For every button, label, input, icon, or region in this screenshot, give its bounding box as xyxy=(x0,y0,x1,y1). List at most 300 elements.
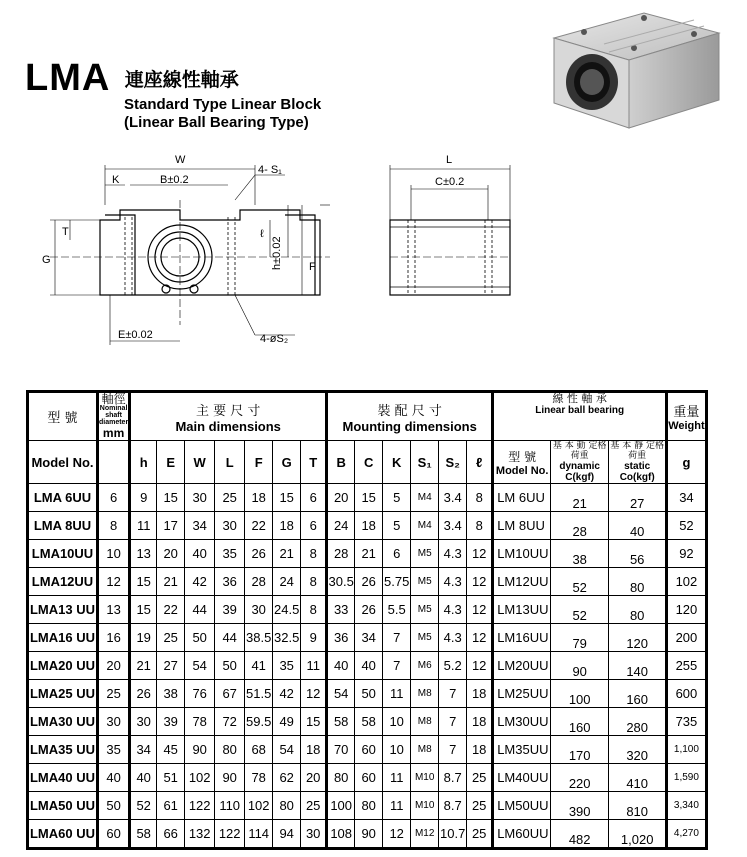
table-row xyxy=(28,820,707,849)
header-model xyxy=(28,392,98,441)
model-cell: LMA40 UU xyxy=(28,764,98,792)
table-cell: 80 xyxy=(215,736,245,764)
table-cell: 30 xyxy=(185,484,215,512)
label-b: B±0.2 xyxy=(160,174,189,186)
table-cell: 140 xyxy=(609,652,667,680)
model-cell: LMA10UU xyxy=(28,540,98,568)
col-dynamic-en: dynamic C(kgf) xyxy=(559,461,600,483)
table-cell: 3.4 xyxy=(439,512,467,540)
table-cell: 52 xyxy=(667,512,706,540)
table-cell: 78 xyxy=(245,764,273,792)
table-cell: 80 xyxy=(609,596,667,624)
table-cell: 35 xyxy=(273,652,301,680)
table-cell: 26 xyxy=(355,568,383,596)
col-static-en: static Co(kgf) xyxy=(619,461,655,483)
col-b: B xyxy=(327,441,355,484)
table-cell: 280 xyxy=(609,708,667,736)
table-cell: 50 xyxy=(185,624,215,652)
table-cell: 12 xyxy=(383,820,411,849)
table-cell: 410 xyxy=(609,764,667,792)
table-cell: 4.3 xyxy=(439,596,467,624)
table-cell: 94 xyxy=(273,820,301,849)
col-s2: S₂ xyxy=(439,441,467,484)
table-cell: 61 xyxy=(157,792,185,820)
col-static xyxy=(609,441,667,484)
table-cell: 220 xyxy=(551,764,609,792)
table-cell: 16 xyxy=(98,624,130,652)
table-cell: 18 xyxy=(467,680,493,708)
table-cell: 40 xyxy=(185,540,215,568)
table-cell: 21 xyxy=(355,540,383,568)
table-cell: M5 xyxy=(411,568,439,596)
table-cell: 38 xyxy=(551,540,609,568)
side-view-labels xyxy=(435,154,464,188)
table-cell: M8 xyxy=(411,680,439,708)
col-dynamic xyxy=(551,441,609,484)
table-cell: 100 xyxy=(551,680,609,708)
model-cell: LMA60 UU xyxy=(28,820,98,849)
table-header-row-1 xyxy=(28,392,707,441)
table-cell: 11 xyxy=(383,680,411,708)
table-cell: 58 xyxy=(130,820,157,849)
table-cell: 44 xyxy=(215,624,245,652)
table-cell: 18 xyxy=(467,708,493,736)
table-cell: 15 xyxy=(157,484,185,512)
bearing-model-cell: LM30UU xyxy=(493,708,551,736)
table-cell: 30 xyxy=(245,596,273,624)
table-cell: 6 xyxy=(98,484,130,512)
table-cell: 1,590 xyxy=(667,764,706,792)
table-cell: 18 xyxy=(245,484,273,512)
table-cell: 13 xyxy=(130,540,157,568)
table-cell: 8 xyxy=(467,512,493,540)
table-cell: 12 xyxy=(467,568,493,596)
table-cell: 160 xyxy=(551,708,609,736)
table-cell: 72 xyxy=(215,708,245,736)
table-cell: 7 xyxy=(439,736,467,764)
table-cell: 60 xyxy=(355,736,383,764)
model-cell: LMA 6UU xyxy=(28,484,98,512)
table-cell: 24 xyxy=(273,568,301,596)
table-cell: 90 xyxy=(551,652,609,680)
table-cell: 76 xyxy=(185,680,215,708)
table-cell: 18 xyxy=(273,512,301,540)
table-cell: 90 xyxy=(355,820,383,849)
table-cell: 18 xyxy=(355,512,383,540)
table-cell: 80 xyxy=(327,764,355,792)
table-cell: 80 xyxy=(273,792,301,820)
table-cell: 40 xyxy=(355,652,383,680)
table-cell: M5 xyxy=(411,624,439,652)
table-cell: 12 xyxy=(467,624,493,652)
label-s1: 4- S₁ xyxy=(258,164,282,176)
table-cell: 11 xyxy=(130,512,157,540)
table-cell: 26 xyxy=(245,540,273,568)
table-cell: 18 xyxy=(467,736,493,764)
table-cell: M5 xyxy=(411,596,439,624)
subtitle-line-2: (Linear Ball Bearing Type) xyxy=(124,114,309,131)
table-cell: 25 xyxy=(215,484,245,512)
table-cell: 20 xyxy=(98,652,130,680)
table-cell: 12 xyxy=(467,652,493,680)
table-cell: 22 xyxy=(245,512,273,540)
col-l: L xyxy=(215,441,245,484)
table-cell: 12 xyxy=(98,568,130,596)
col-f: F xyxy=(245,441,273,484)
model-cell: LMA30 UU xyxy=(28,708,98,736)
table-cell: 92 xyxy=(667,540,706,568)
table-cell: 255 xyxy=(667,652,706,680)
header-model-en: Model No. xyxy=(28,441,98,484)
table-cell: 10 xyxy=(383,708,411,736)
label-c: C±0.2 xyxy=(435,176,465,188)
table-cell: 10 xyxy=(383,736,411,764)
table-cell: 21 xyxy=(157,568,185,596)
table-cell: 41 xyxy=(245,652,273,680)
bearing-model-cell: LM60UU xyxy=(493,820,551,849)
table-row xyxy=(28,792,707,820)
table-cell: 79 xyxy=(551,624,609,652)
table-cell: 60 xyxy=(355,764,383,792)
front-view xyxy=(50,165,330,345)
table-cell: 68 xyxy=(245,736,273,764)
table-cell: 25 xyxy=(467,764,493,792)
table-header-row-3 xyxy=(28,441,707,484)
label-g: G xyxy=(42,254,51,266)
table-cell: 7 xyxy=(383,624,411,652)
table-cell: 100 xyxy=(327,792,355,820)
table-cell: 160 xyxy=(609,680,667,708)
dimension-drawing xyxy=(30,145,530,360)
table-row xyxy=(28,652,707,680)
table-cell: 80 xyxy=(609,568,667,596)
table-cell: 27 xyxy=(157,652,185,680)
table-cell: 3,340 xyxy=(667,792,706,820)
table-cell: 102 xyxy=(245,792,273,820)
table-row xyxy=(28,568,707,596)
label-e: E±0.02 xyxy=(118,329,153,341)
table-cell: 20 xyxy=(327,484,355,512)
model-title: LMA xyxy=(25,57,111,99)
table-cell: 170 xyxy=(551,736,609,764)
table-cell: 5.2 xyxy=(439,652,467,680)
col-bearing-model xyxy=(493,441,551,484)
table-cell: 40 xyxy=(609,512,667,540)
header-mount-zh: 裝 配 尺 寸 xyxy=(377,403,442,419)
col-k: K xyxy=(383,441,411,484)
table-cell: 482 xyxy=(551,820,609,849)
header-bearing xyxy=(493,392,667,441)
bearing-model-cell: LM10UU xyxy=(493,540,551,568)
table-cell: M4 xyxy=(411,484,439,512)
table-cell: M5 xyxy=(411,540,439,568)
table-cell: 8 xyxy=(98,512,130,540)
model-cell: LMA 8UU xyxy=(28,512,98,540)
table-cell: 25 xyxy=(157,624,185,652)
table-cell: 8 xyxy=(301,540,327,568)
table-cell: 25 xyxy=(467,792,493,820)
col-e: E xyxy=(157,441,185,484)
table-cell: 132 xyxy=(185,820,215,849)
table-cell: 15 xyxy=(301,708,327,736)
table-cell: 12 xyxy=(467,540,493,568)
table-cell: 735 xyxy=(667,708,706,736)
table-cell: 34 xyxy=(185,512,215,540)
table-cell: 15 xyxy=(130,596,157,624)
table-cell: 26 xyxy=(130,680,157,708)
table-cell: 58 xyxy=(327,708,355,736)
table-cell: 34 xyxy=(355,624,383,652)
table-cell: 102 xyxy=(185,764,215,792)
header-main xyxy=(130,392,327,441)
table-cell: 30 xyxy=(98,708,130,736)
table-cell: 25 xyxy=(98,680,130,708)
table-cell: 80 xyxy=(355,792,383,820)
bearing-model-cell: LM20UU xyxy=(493,652,551,680)
table-cell: 8 xyxy=(301,568,327,596)
table-cell: 34 xyxy=(667,484,706,512)
table-cell: 50 xyxy=(98,792,130,820)
col-t: T xyxy=(301,441,327,484)
header-mount xyxy=(327,392,493,441)
table-cell: 17 xyxy=(157,512,185,540)
table-cell: 200 xyxy=(667,624,706,652)
bearing-model-cell: LM35UU xyxy=(493,736,551,764)
table-cell: 13 xyxy=(98,596,130,624)
table-cell: 35 xyxy=(98,736,130,764)
table-cell: 11 xyxy=(383,764,411,792)
table-cell: 28 xyxy=(245,568,273,596)
table-cell: 10 xyxy=(98,540,130,568)
table-cell: 4.3 xyxy=(439,540,467,568)
bearing-model-cell: LM50UU xyxy=(493,792,551,820)
table-cell: 52 xyxy=(130,792,157,820)
table-cell: 78 xyxy=(185,708,215,736)
table-cell: 42 xyxy=(273,680,301,708)
table-cell: 5.75 xyxy=(383,568,411,596)
model-cell: LMA50 UU xyxy=(28,792,98,820)
label-w: W xyxy=(175,154,186,166)
label-k: K xyxy=(112,174,120,186)
table-row xyxy=(28,484,707,512)
table-cell: 1,020 xyxy=(609,820,667,849)
table-cell: 51 xyxy=(157,764,185,792)
table-cell: 122 xyxy=(215,820,245,849)
table-row xyxy=(28,540,707,568)
table-cell: 19 xyxy=(130,624,157,652)
front-view-labels xyxy=(42,154,316,345)
table-cell: 24.5 xyxy=(273,596,301,624)
label-t: T xyxy=(62,226,69,238)
table-cell: 52 xyxy=(551,596,609,624)
table-cell: 26 xyxy=(355,596,383,624)
label-s2: 4-øS₂ xyxy=(260,333,289,345)
header-main-en: Main dimensions xyxy=(175,418,281,434)
table-cell: 4.3 xyxy=(439,624,467,652)
table-cell: 38 xyxy=(157,680,185,708)
table-cell: 108 xyxy=(327,820,355,849)
bearing-model-cell: LM25UU xyxy=(493,680,551,708)
bearing-model-cell: LM40UU xyxy=(493,764,551,792)
spec-table xyxy=(26,390,708,850)
table-cell: 4,270 xyxy=(667,820,706,849)
title-block xyxy=(25,58,239,98)
table-cell: 7 xyxy=(383,652,411,680)
table-cell: 20 xyxy=(157,540,185,568)
table-cell: 5 xyxy=(383,512,411,540)
col-l-small: ℓ xyxy=(467,441,493,484)
col-weight-unit: g xyxy=(667,441,706,484)
bearing-model-cell: LM 8UU xyxy=(493,512,551,540)
header-shaft-zh: 軸徑 xyxy=(101,392,126,406)
table-cell: 22 xyxy=(157,596,185,624)
col-static-zh: 基 本 靜 定格荷重 xyxy=(610,441,664,461)
table-cell: 6 xyxy=(301,484,327,512)
table-cell: 120 xyxy=(609,624,667,652)
table-cell: 25 xyxy=(301,792,327,820)
table-cell: 12 xyxy=(467,596,493,624)
table-cell: 62 xyxy=(273,764,301,792)
table-cell: 8 xyxy=(301,596,327,624)
table-cell: 15 xyxy=(130,568,157,596)
table-row xyxy=(28,624,707,652)
table-row xyxy=(28,764,707,792)
table-cell: 56 xyxy=(609,540,667,568)
header-bearing-zh: 線 性 軸 承 xyxy=(552,392,607,405)
table-cell: 50 xyxy=(215,652,245,680)
col-w: W xyxy=(185,441,215,484)
table-cell: 49 xyxy=(273,708,301,736)
table-cell: 110 xyxy=(215,792,245,820)
table-cell: 40 xyxy=(130,764,157,792)
table-cell: 51.5 xyxy=(245,680,273,708)
table-cell: 11 xyxy=(383,792,411,820)
bearing-model-cell: LM 6UU xyxy=(493,484,551,512)
subtitle-line-1: Standard Type Linear Block xyxy=(124,96,322,113)
table-cell: 39 xyxy=(157,708,185,736)
header-weight-zh: 重量 xyxy=(673,405,700,420)
col-bearing-model-en: Model No. xyxy=(495,464,549,477)
table-cell: 90 xyxy=(185,736,215,764)
header-shaft-unit: mm xyxy=(102,426,125,440)
table-cell: M8 xyxy=(411,708,439,736)
model-cell: LMA25 UU xyxy=(28,680,98,708)
table-cell: 810 xyxy=(609,792,667,820)
table-cell: 58 xyxy=(355,708,383,736)
header-mount-en: Mounting dimensions xyxy=(342,418,477,434)
table-cell: 320 xyxy=(609,736,667,764)
table-cell: 54 xyxy=(185,652,215,680)
table-cell: 3.4 xyxy=(439,484,467,512)
table-cell: 25 xyxy=(467,820,493,849)
table-cell: M10 xyxy=(411,764,439,792)
table-cell: 67 xyxy=(215,680,245,708)
table-row xyxy=(28,736,707,764)
table-cell: 38.5 xyxy=(245,624,273,652)
table-cell: 102 xyxy=(667,568,706,596)
table-cell: 120 xyxy=(667,596,706,624)
header-mm xyxy=(98,441,130,484)
table-cell: 59.5 xyxy=(245,708,273,736)
table-cell: 15 xyxy=(355,484,383,512)
table-cell: 390 xyxy=(551,792,609,820)
table-body xyxy=(28,484,707,849)
table-cell: 50 xyxy=(355,680,383,708)
table-cell: 52 xyxy=(551,568,609,596)
table-cell: 8.7 xyxy=(439,764,467,792)
table-cell: 21 xyxy=(551,484,609,512)
table-cell: 24 xyxy=(327,512,355,540)
table-cell: 122 xyxy=(185,792,215,820)
table-cell: 36 xyxy=(327,624,355,652)
table-cell: 20 xyxy=(301,764,327,792)
table-cell: 12 xyxy=(301,680,327,708)
chinese-title: 連座線性軸承 xyxy=(124,68,239,91)
table-row xyxy=(28,708,707,736)
table-cell: 18 xyxy=(301,736,327,764)
label-h: h±0.02 xyxy=(271,236,283,270)
table-row xyxy=(28,596,707,624)
table-cell: 11 xyxy=(301,652,327,680)
table-cell: 28 xyxy=(327,540,355,568)
table-cell: 35 xyxy=(215,540,245,568)
table-cell: 36 xyxy=(215,568,245,596)
table-cell: M10 xyxy=(411,792,439,820)
table-cell: 30 xyxy=(301,820,327,849)
table-cell: 8.7 xyxy=(439,792,467,820)
table-cell: 1,100 xyxy=(667,736,706,764)
col-g: G xyxy=(273,441,301,484)
table-cell: 27 xyxy=(609,484,667,512)
model-cell: LMA20 UU xyxy=(28,652,98,680)
table-cell: 45 xyxy=(157,736,185,764)
table-cell: 54 xyxy=(273,736,301,764)
table-cell: 54 xyxy=(327,680,355,708)
table-cell: 15 xyxy=(273,484,301,512)
table-cell: 60 xyxy=(98,820,130,849)
table-cell: 33 xyxy=(327,596,355,624)
table-cell: 39 xyxy=(215,596,245,624)
col-h: h xyxy=(130,441,157,484)
label-length: L xyxy=(446,154,453,166)
col-c: C xyxy=(355,441,383,484)
table-cell: 40 xyxy=(98,764,130,792)
header-model-zh: 型 號 xyxy=(47,411,78,426)
table-cell: 21 xyxy=(273,540,301,568)
model-cell: LMA12UU xyxy=(28,568,98,596)
table-cell: 30 xyxy=(215,512,245,540)
table-cell: 42 xyxy=(185,568,215,596)
model-cell: LMA13 UU xyxy=(28,596,98,624)
header-shaft-en: Nominal shaft diameter xyxy=(99,405,129,426)
bearing-model-cell: LM13UU xyxy=(493,596,551,624)
label-l: ℓ xyxy=(260,228,264,240)
table-cell: M8 xyxy=(411,736,439,764)
table-cell: 4.3 xyxy=(439,568,467,596)
bearing-model-cell: LM12UU xyxy=(493,568,551,596)
table-cell: 21 xyxy=(130,652,157,680)
table-cell: 6 xyxy=(383,540,411,568)
model-cell: LMA35 UU xyxy=(28,736,98,764)
table-row xyxy=(28,680,707,708)
table-cell: 5 xyxy=(383,484,411,512)
table-cell: 30 xyxy=(130,708,157,736)
table-cell: 6 xyxy=(301,512,327,540)
product-photo xyxy=(544,8,724,138)
col-s1: S₁ xyxy=(411,441,439,484)
table-cell: 9 xyxy=(301,624,327,652)
table-cell: 600 xyxy=(667,680,706,708)
